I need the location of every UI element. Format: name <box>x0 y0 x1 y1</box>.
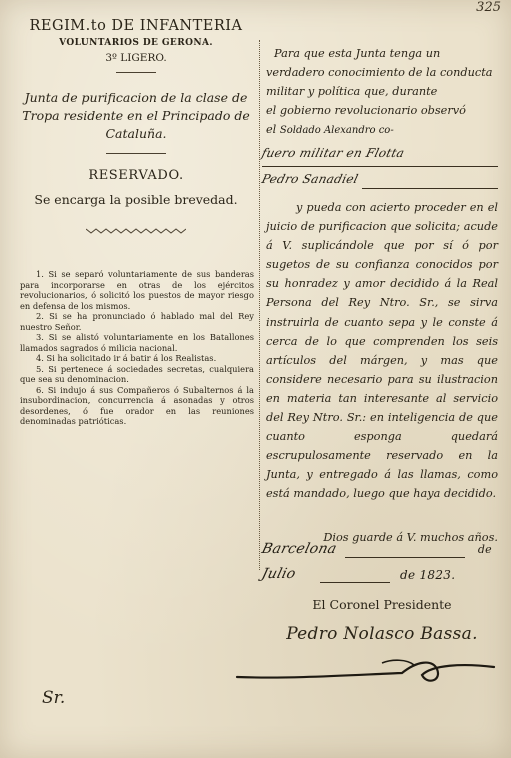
year-text: de 1823. <box>400 568 456 582</box>
fill-rule <box>362 188 498 189</box>
handwritten-line-3 <box>262 172 358 190</box>
body-line-el: el <box>266 123 277 137</box>
president-signature: Pedro Nolasco Bassa. <box>286 624 478 644</box>
fill-rule <box>345 557 465 558</box>
letter-body <box>266 44 498 140</box>
signature-flourish <box>232 655 502 695</box>
place-handwritten: Barcelona <box>260 541 339 557</box>
fill-rule <box>262 166 498 167</box>
dios-guarde: Dios guarde á V. muchos años. <box>323 531 498 544</box>
junta-title: Junta de purificacion de la clase de Tropa residente en el Principado de Cataluña. <box>22 90 250 141</box>
left-column <box>18 18 254 427</box>
article-item: 3. Si se alistó voluntariamente en los Batallones llamados sagrados ó milicia nacional. <box>20 332 254 353</box>
presidente-title: El Coronel Presidente <box>312 597 452 612</box>
page-number: 325 <box>476 0 501 15</box>
handwritten-soldier-name: Soldado Alexandro co- <box>279 125 394 137</box>
reservado-heading: RESERVADO. <box>88 168 184 183</box>
regiment-title: REGIM.to DE INFANTERIA <box>29 18 243 34</box>
article-item: 1. Si se separó voluntariamente de sus banderas para incorporarse en otras de los ejércitos revolucionarios, ó solicitó los puestos de mayor riesgo en defensa de los mismos. <box>20 269 254 311</box>
body-line <box>266 120 498 140</box>
handwritten-text: Pedro Sanadiel <box>260 172 360 186</box>
addressee-initials: Sr. <box>42 688 66 708</box>
regiment-volunteers: VOLUNTARIOS DE GERONA. <box>59 38 213 48</box>
body-paragraph: y pueda con acierto proceder en el juicio de purificacion que solicita; acude á V. suplicándole que por sí ó por sugetos de su confianza conocidos por su honradez y amor decidido á la Real Persona del Rey Ntro. Sr., se sirva instruirla de cuanto sepa y le conste á cerca de lo que comprenden los seis artículos del márgen, y mas que considere necesario para su ilustracion en materia tan interesante al servicio del Rey Ntro. Sr.: en inteligencia de que cuanto esponga quedará escrupulosamente reservado en la Junta, y entregado á las llamas, como está mandado, luego que haya decidido. <box>266 201 498 501</box>
body-line: el gobierno revolucionario observó <box>266 104 466 118</box>
regiment-unit: 3º LIGERO. <box>105 52 167 64</box>
handwritten-line-2 <box>262 146 404 164</box>
body-line: verdadero conocimiento de la conducta <box>266 66 493 80</box>
month-handwritten: Julio <box>260 566 298 582</box>
column-divider <box>259 40 260 570</box>
article-item: 2. Si se ha pronunciado ó hablado mal del Rey nuestro Señor. <box>20 311 254 332</box>
letter-body-continued <box>266 198 498 504</box>
article-item: 5. Si pertenece á sociedades secretas, cualquiera que sea su denominacion. <box>20 363 254 384</box>
header-rule <box>116 72 156 73</box>
body-line: militar y política que, durante <box>266 85 438 99</box>
body-line: Para que esta Junta tenga un <box>274 47 441 60</box>
articles-list <box>18 269 254 427</box>
junta-rule <box>106 153 166 154</box>
handwritten-text: fuero militar en Flotta <box>260 146 406 160</box>
article-item: 4. Si ha solicitado ir á batir á los Realistas. <box>36 353 217 363</box>
zigzag-ornament <box>86 227 186 235</box>
de-label: de <box>477 543 492 556</box>
article-item: 6. Si indujo á sus Compañeros ó Subalternos á la insubordinacion, concurrencia á asonadas y otros desordenes, ó fue orador en las reuniones denominadas patrióticas. <box>20 384 254 426</box>
fill-rule <box>320 582 390 583</box>
brevedad-note: Se encarga la posible brevedad. <box>34 192 238 207</box>
